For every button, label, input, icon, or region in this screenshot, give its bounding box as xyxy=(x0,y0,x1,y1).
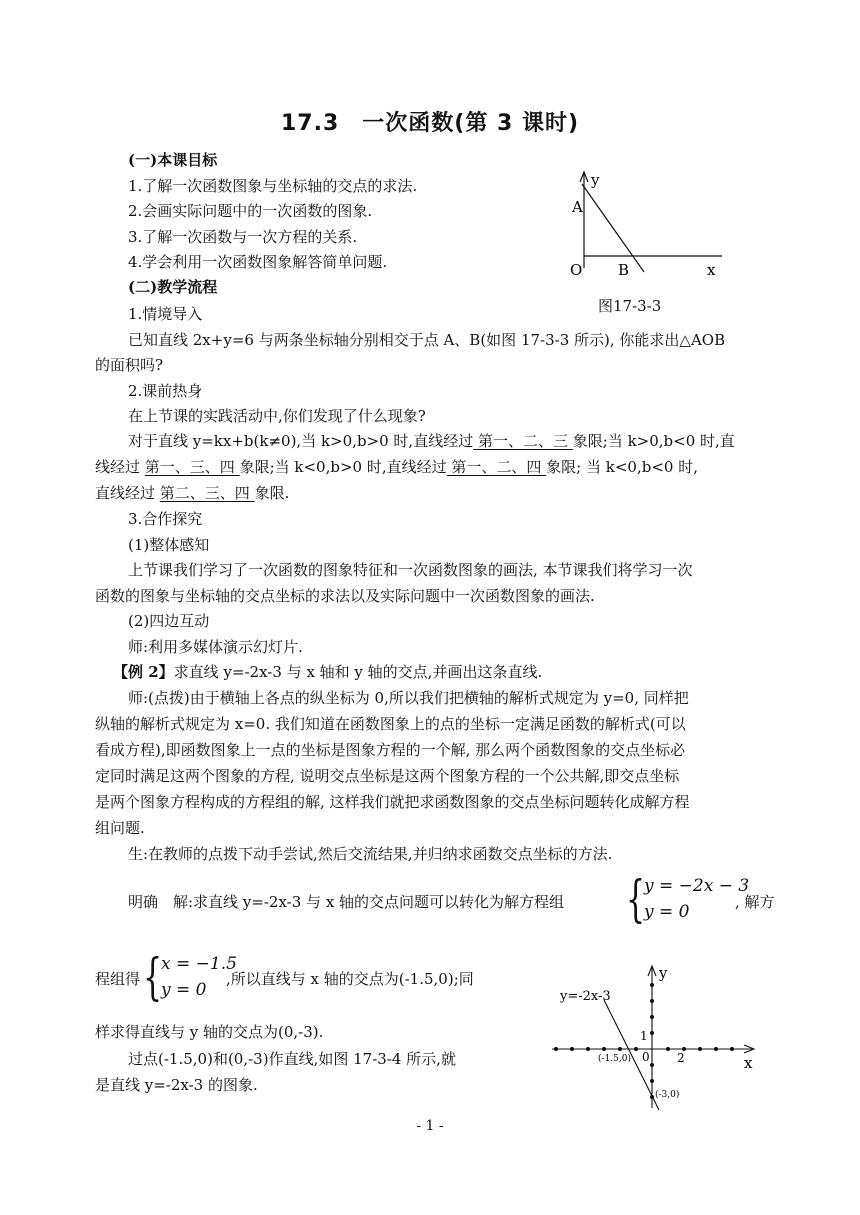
goal-item: 1.了解一次函数图象与坐标轴的交点的求法. xyxy=(128,177,418,195)
hint-text: 纵轴的解析式规定为 x=0. 我们知道在函数图象上的点的坐标一定满足函数的解析式(可以 xyxy=(95,715,686,733)
solution-text: 程组得 xyxy=(95,970,141,988)
warmup-text: 直线经过 第二、三、四 象限. xyxy=(95,484,290,502)
hint-text: 师:(点拨)由于横轴上各点的纵坐标为 0,所以我们把横轴的解析式规定为 y=0, 同样把 xyxy=(128,689,689,707)
x-axis-label: x xyxy=(707,261,716,279)
point-label: (-3,0) xyxy=(655,1090,680,1100)
answer-blank: 第一、二、三 xyxy=(473,432,573,450)
equation: y = 0 xyxy=(644,902,690,922)
warmup-heading: 2.课前热身 xyxy=(128,382,203,400)
figure1-caption: 图17-3-3 xyxy=(598,297,662,315)
student-text: 生:在教师的点拨下动手尝试,然后交流结果,并归纳求函数交点坐标的方法. xyxy=(128,845,613,863)
equation: x = −1.5 xyxy=(161,954,237,974)
warmup-text: 在上节课的实践活动中,你们发现了什么现象? xyxy=(128,407,426,425)
intro-heading: 1.情境导入 xyxy=(128,305,203,323)
answer-blank: 第一、三、四 xyxy=(144,458,240,476)
y-axis-label: y xyxy=(591,171,600,189)
equation-label: y=-2x-3 xyxy=(560,989,611,1004)
line-ab xyxy=(582,184,644,272)
intro-text: 已知直线 2x+y=6 与两条坐标轴分别相交于点 A、B(如图 17-3-3 所示), 你能求出△AOB xyxy=(128,331,726,349)
tick-label-1: 1 xyxy=(640,1029,648,1043)
point-label: (-1.5,0) xyxy=(598,1054,631,1064)
hint-text: 定同时满足这两个图象的方程, 说明交点坐标是这两个图象方程的一个公共解,即交点坐标 xyxy=(95,767,680,785)
tick-label-2: 2 xyxy=(677,1051,685,1065)
hint-text: 组问题. xyxy=(95,819,145,837)
solution-text: ,所以直线与 x 轴的交点为(-1.5,0);同 xyxy=(226,970,474,988)
equation: y = 0 xyxy=(161,980,207,1000)
figure-17-3-3 xyxy=(560,168,730,286)
coop-heading: 3.合作探究 xyxy=(128,510,203,528)
goal-item: 3.了解一次函数与一次方程的关系. xyxy=(128,228,358,246)
section1-heading: (一)本课目标 xyxy=(128,151,218,169)
goal-item: 2.会画实际问题中的一次函数的图象. xyxy=(128,202,373,220)
coop-text: 过点(-1.5,0)和(0,-3)作直线,如图 17-3-4 所示,就 xyxy=(128,1050,456,1068)
section2-heading: (二)教学流程 xyxy=(128,278,218,296)
coop-sub2: (2)四边互动 xyxy=(128,612,210,630)
equation: y = −2x − 3 xyxy=(644,876,750,896)
example-text: 【例 2】求直线 y=-2x-3 与 x 轴和 y 轴的交点,并画出这条直线. xyxy=(113,663,543,681)
hint-text: 是两个图象方程构成的方程组的解, 这样我们就把求函数图象的交点坐标问题转化成解方程 xyxy=(95,793,690,811)
hint-text: 看成方程),即函数图象上一点的坐标是图象方程的一个解, 那么两个函数图象的交点坐标必 xyxy=(95,741,686,759)
intro-text: 的面积吗? xyxy=(95,356,164,374)
coop-sub1: (1)整体感知 xyxy=(128,536,210,554)
origin-label: 0 xyxy=(642,1050,650,1064)
brace-icon: { xyxy=(143,948,163,1006)
clarify-text: 明确 解:求直线 y=-2x-3 与 x 轴的交点问题可以转化为解方程组 xyxy=(128,893,565,911)
goal-item: 4.学会利用一次函数图象解答简单问题. xyxy=(128,253,388,271)
coop-text: 上节课我们学习了一次函数的图象特征和一次函数图象的画法, 本节课我们将学习一次 xyxy=(128,561,693,579)
brace-icon: { xyxy=(626,870,646,928)
warmup-text: 对于直线 y=kx+b(k≠0),当 k>0,b>0 时,直线经过 第一、二、三 象限;当 k>0,b<0 时,直 xyxy=(128,432,735,450)
coop-text: 是直线 y=-2x-3 的图象. xyxy=(95,1076,258,1094)
page-number: - 1 - xyxy=(416,1118,444,1134)
teacher-text: 师:利用多媒体演示幻灯片. xyxy=(128,638,303,656)
origin-label: O xyxy=(570,261,583,279)
answer-blank: 第二、三、四 xyxy=(159,484,255,502)
coop-text: 函数的图象与坐标轴的交点坐标的求法以及实际问题中一次函数图象的画法. xyxy=(95,587,595,605)
clarify-text: , 解方 xyxy=(735,893,775,911)
page-title: 17.3 一次函数(第 3 课时) xyxy=(280,111,580,136)
warmup-text: 线经过 第一、三、四 象限;当 k<0,b>0 时,直线经过 第一、二、四 象限; 当 k<0,b<0 时, xyxy=(95,458,698,476)
figure-17-3-4 xyxy=(548,962,766,1114)
coop-text: 样求得直线与 y 轴的交点为(0,-3). xyxy=(95,1023,324,1041)
point-b-label: B xyxy=(618,261,630,279)
x-axis-label: x xyxy=(744,1054,753,1072)
answer-blank: 第一、二、四 xyxy=(446,458,547,476)
point-a-label: A xyxy=(572,198,583,216)
y-axis-label: y xyxy=(659,964,668,982)
